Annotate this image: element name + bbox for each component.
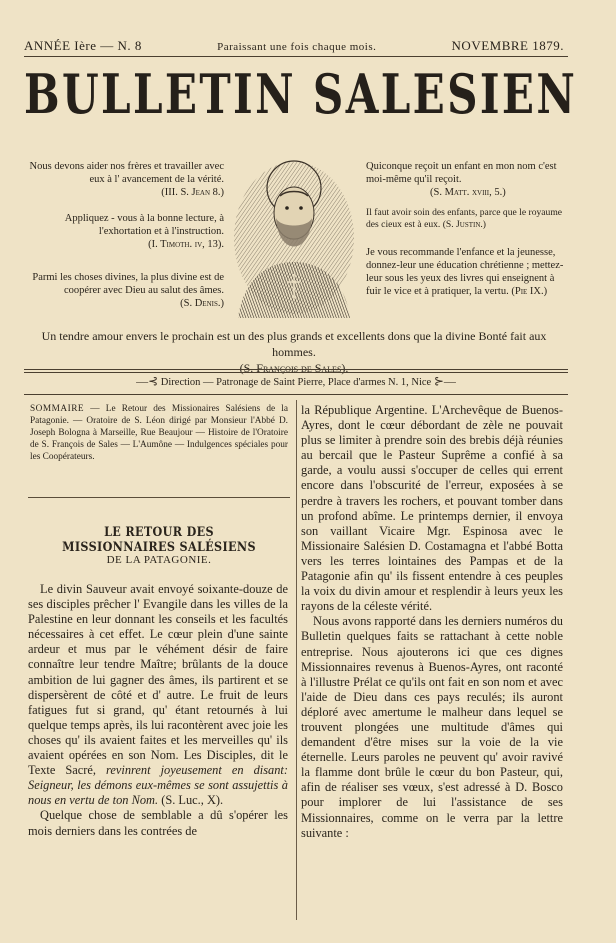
quote-left-2 bbox=[24, 212, 224, 251]
sommaire-label: SOMMAIRE bbox=[30, 404, 85, 414]
article-title: LE RETOUR DES MISSIONNAIRES SALÉSIENS bbox=[62, 525, 256, 555]
quote-right-1 bbox=[366, 160, 564, 199]
issue-date: NOVEMBRE 1879. bbox=[451, 38, 564, 53]
quote-source: (I. Timoth. iv, 13). bbox=[148, 239, 224, 250]
ornament-left-icon: —⊰ bbox=[136, 374, 159, 388]
saint-portrait-engraving bbox=[230, 158, 358, 318]
article-paragraph: Le divin Sauveur avait envoyé soixante-douze de ses disciples prêcher l' Evangile dans les villes de la Palestine en leur donnant les conseils et les facultés nécessaires à cet effet. Le cœur plein d'une sainte ardeur et mus par le véhément désir de faire connaître leur tendre Maître; brûlants de la douce ambition de lui gagner des âmes, ils partirent et se dispersèrent de côté et d' autre. Le fruit de leurs fatigues fut si grand, qu' étant retournés à lui quelque temps après, ils lui racontèrent avec joie les choses qu' ils avaient faites et les merveilles qu' ils avaient opérées en son Nom. Les Disciples, dit le Texte Sacré, revinrent joyeusement en disant: Seigneur, les démons eux-mêmes se sont assujettis à nous en vertu de ton Nom. (S. Luc., X). bbox=[28, 582, 288, 808]
issue-line bbox=[24, 38, 564, 54]
masthead-title: BULLETIN SALESIEN bbox=[24, 62, 578, 126]
quote-source: (S. Denis.) bbox=[180, 298, 224, 309]
quote-source: (Pie IX.) bbox=[511, 286, 548, 297]
quote-left-3 bbox=[24, 271, 224, 310]
article-subtitle: DE LA PATAGONIE. bbox=[106, 554, 212, 566]
issue-number: ANNÉE Ière — N. 8 bbox=[24, 38, 142, 53]
article-paragraph: la République Argentine. L'Archevêque de Buenos-Ayres, dont le cœur débordant de zèle ne pouvait plus se limiter à prendre soin des brebis déjà réunies au bercail que le Pasteur Suprême a confié à sa garde, a voulu aussi s'occuper de celles qui errent encore dans l'obscurité de l'erreur, exposées à se perdre à travers les rochers, et pouvant tomber dans un profond abîme. Le printemps dernier, il envoya son vaillant Vicaire Mgr. Espinosa avec le Missionaire Salésien D. Costamagna et l'abbé Botta vers les terres lointaines des Pampas et de la Patagonie afin qu' ils fissent entendre à ces peuples la voix du divin amour et resplendir à leurs yeux les rayons de la céleste vérité. bbox=[301, 403, 563, 614]
sommaire bbox=[30, 403, 288, 463]
ornament-right-icon: ⊱— bbox=[433, 374, 456, 388]
quote-text: Il faut avoir soin des enfants, parce que le royaume des cieux est à eux. bbox=[366, 207, 563, 230]
direction-line bbox=[24, 374, 568, 389]
direction-text: Direction — Patronage de Saint Pierre, Place d'armes N. 1, Nice bbox=[160, 377, 432, 388]
quote-text: Nous devons aider nos frères et travailler avec eux à l' avancement de la vérité. bbox=[29, 161, 224, 185]
quote-left-1 bbox=[24, 160, 224, 199]
quote-right-3 bbox=[366, 246, 564, 298]
quote-source: (S. Justin.) bbox=[442, 219, 486, 230]
quote-text: Appliquez - vous à la bonne lecture, à l'exhortation et à l'instruction. bbox=[64, 213, 224, 237]
frequency-note: Paraissant une fois chaque mois. bbox=[217, 41, 377, 53]
quote-source: (S. Matt. xviii, 5.) bbox=[430, 187, 506, 198]
header-rule bbox=[24, 56, 568, 57]
article-column-left bbox=[28, 582, 288, 839]
article-paragraph: Nous avons rapporté dans les derniers numéros du Bulletin quelques faits se rattachant à cette noble entreprise. Nous ajouterons ici que ces dignes Missionnaires revenus à Buenos-Ayres, ont raconté à l'illustre Prélat ce qu'ils ont fait en son nom et avec l'aide de Dieu dans ces pays reculés; ils auront déploré avec amertume le malheur dans lequel se trouvent plongées une multitude d'âmes qui demandent d'être mises sur la voie de la vie éternelle. Leurs paroles ne peuvent qu' avoir ravivé la flamme dont brûle le cœur du bon Pasteur, qui, afin de réaliser ses vœux, s'est adressé à D. Bosco pour implorer de lui l'assistance de ses Missionnaires, comme on le verra par la lettre suivante : bbox=[301, 614, 563, 840]
motto-text: Un tendre amour envers le prochain est un des plus grands et excellents dons que la divine Bonté fait aux hommes. bbox=[41, 329, 547, 359]
article-column-right bbox=[301, 403, 563, 841]
quote-text: Je vous recommande l'enfance et la jeunesse, donnez-leur une éducation chrétienne ; mettez-leur sous les yeux des livres qui enseignent à fuir le vice et à pratiquer, la vertu. bbox=[366, 247, 564, 297]
section-rule bbox=[28, 497, 290, 498]
quote-text: Parmi les choses divines, la plus divine est de coopérer avec Dieu au salut des âmes. bbox=[32, 272, 224, 296]
column-divider bbox=[296, 400, 297, 920]
quote-text: Quiconque reçoit un enfant en mon nom c'est moi-même qu'il reçoit. bbox=[366, 161, 557, 185]
direction-rule-top bbox=[24, 369, 568, 370]
quote-source: (III. S. Jean 8.) bbox=[161, 187, 224, 198]
motto-source: (S. François de Sales). bbox=[239, 361, 349, 375]
direction-rule-top-2 bbox=[24, 372, 568, 373]
sommaire-text: — Le Retour des Missionaires Salésiens de la Patagonie. — Oratoire de S. Léon dirigé par Monsieur l'Abbé D. Joseph Bologna à Marseille, Rue Beaujour — Histoire de l'Oratoire de S. François de Sales — L'Aumône — Indulgences spéciales pour les Coopérateurs. bbox=[30, 404, 288, 462]
direction-rule-bottom bbox=[24, 394, 568, 395]
quote-right-2 bbox=[366, 207, 564, 231]
article-paragraph: Quelque chose de semblable a dû s'opérer les mois derniers dans les contrées de bbox=[28, 808, 288, 838]
